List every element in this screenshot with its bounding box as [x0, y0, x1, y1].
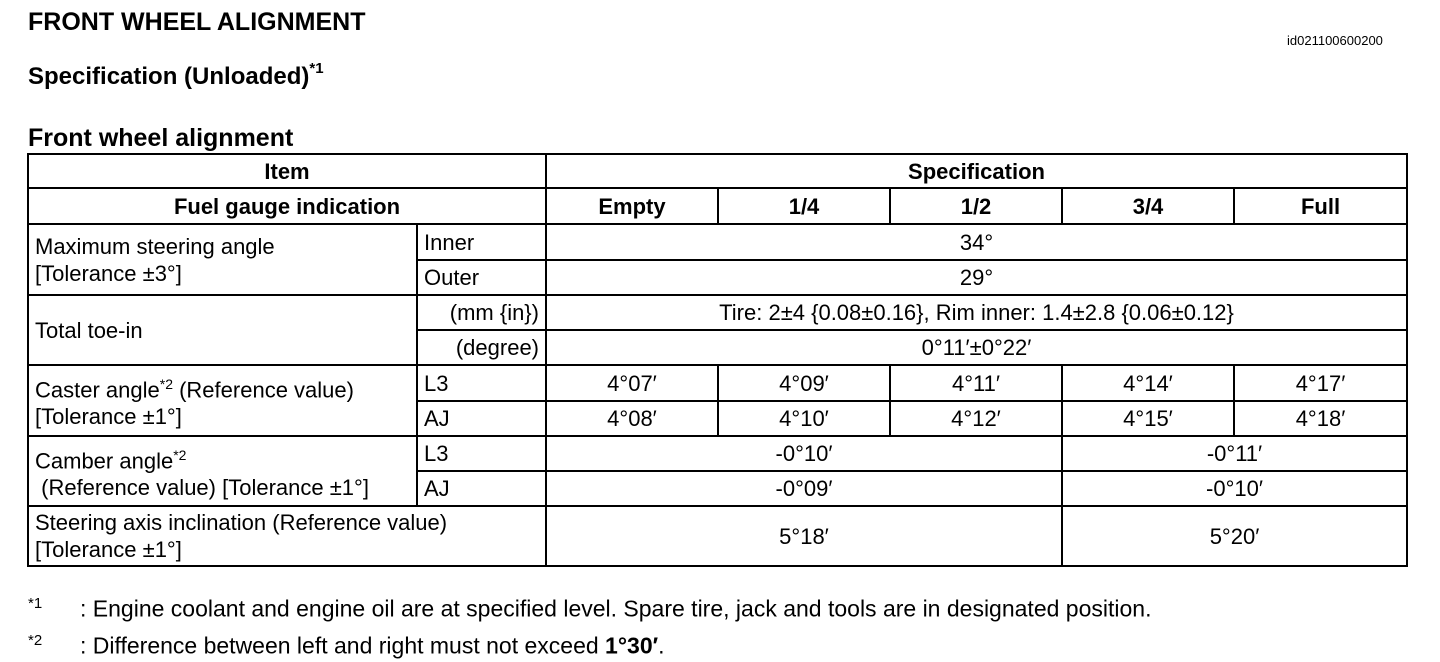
toe-degree-value: 0°11′±0°22′	[546, 330, 1407, 365]
footnotes	[28, 588, 1151, 661]
footnote-1	[28, 588, 1151, 625]
specification-heading	[28, 62, 324, 91]
alignment-table	[27, 153, 1408, 567]
caster-aj-half: 4°12′	[890, 401, 1062, 436]
sai-tolerance: [Tolerance ±1°]	[35, 537, 182, 563]
caster-l3-full: 4°17′	[1234, 365, 1407, 400]
max-steering-label	[28, 224, 417, 295]
sai-name: Steering axis inclination (Reference value)	[35, 510, 448, 536]
camber-reference-tolerance: (Reference value) [Tolerance ±1°]	[41, 474, 369, 500]
specification-heading-text: Specification (Unloaded)	[28, 63, 310, 90]
caster-l3-quarter: 4°09′	[718, 365, 890, 400]
camber-l3-high: -0°11′	[1062, 436, 1407, 471]
footnote-2	[28, 625, 1151, 662]
caster-aj-full: 4°18′	[1234, 401, 1407, 436]
sai-label	[28, 506, 546, 566]
camber-aj-low: -0°09′	[546, 471, 1062, 506]
camber-name: Camber angle	[35, 447, 174, 473]
caster-aj-empty: 4°08′	[546, 401, 718, 436]
toe-mm-label: (mm {in})	[417, 295, 546, 330]
fuel-level-three-quarter: 3/4	[1062, 188, 1234, 224]
caster-name: Caster angle	[35, 377, 160, 403]
caster-aj-label: AJ	[417, 401, 546, 436]
caster-label	[28, 365, 417, 436]
toe-in-label: Total toe-in	[28, 295, 417, 366]
camber-l3-low: -0°10′	[546, 436, 1062, 471]
caster-aj-three-quarter: 4°15′	[1062, 401, 1234, 436]
caster-tolerance: [Tolerance ±1°]	[35, 404, 182, 430]
camber-label	[28, 436, 417, 507]
outer-value: 29°	[546, 260, 1407, 295]
fuel-level-half: 1/2	[890, 188, 1062, 224]
caster-mark: *2	[159, 376, 173, 393]
fuel-level-empty: Empty	[546, 188, 718, 224]
item-header: Item	[28, 154, 546, 188]
fuel-level-quarter: 1/4	[718, 188, 890, 224]
page-title: FRONT WHEEL ALIGNMENT	[28, 8, 366, 36]
camber-aj-high: -0°10′	[1062, 471, 1407, 506]
footnote-mark-1: *1	[309, 60, 324, 77]
footnote-2-text: : Difference between left and right must not exceed	[80, 632, 606, 659]
specification-header: Specification	[546, 154, 1407, 188]
caster-l3-row	[28, 365, 1407, 400]
inner-label: Inner	[417, 224, 546, 259]
fuel-gauge-row	[28, 188, 1407, 224]
toe-mm-row	[28, 295, 1407, 330]
max-steering-inner-row	[28, 224, 1407, 259]
table-header-row	[28, 154, 1407, 188]
max-steering-name: Maximum steering angle	[35, 233, 275, 259]
sai-value-high: 5°20′	[1062, 506, 1407, 566]
footnote-2-end: .	[658, 632, 665, 659]
max-steering-tolerance: [Tolerance ±3°]	[35, 260, 182, 286]
camber-mark: *2	[173, 446, 187, 463]
toe-mm-value: Tire: 2±4 {0.08±0.16}, Rim inner: 1.4±2.8 {0.06±0.12}	[546, 295, 1407, 330]
camber-l3-label: L3	[417, 436, 546, 471]
camber-l3-row	[28, 436, 1407, 471]
sai-row	[28, 506, 1407, 566]
caster-reference: (Reference value)	[172, 377, 354, 403]
fuel-gauge-label: Fuel gauge indication	[28, 188, 546, 224]
caster-aj-quarter: 4°10′	[718, 401, 890, 436]
fuel-level-full: Full	[1234, 188, 1407, 224]
caster-l3-half: 4°11′	[890, 365, 1062, 400]
outer-label: Outer	[417, 260, 546, 295]
footnote-2-mark: *2	[28, 631, 43, 649]
toe-degree-label: (degree)	[417, 330, 546, 365]
sai-value-low: 5°18′	[546, 506, 1062, 566]
inner-value: 34°	[546, 224, 1407, 259]
caster-l3-three-quarter: 4°14′	[1062, 365, 1234, 400]
caster-l3-label: L3	[417, 365, 546, 400]
camber-aj-label: AJ	[417, 471, 546, 506]
footnote-1-text: : Engine coolant and engine oil are at specified level. Spare tire, jack and tools are in designated position.	[80, 595, 1152, 622]
table-title: Front wheel alignment	[28, 124, 294, 152]
caster-l3-empty: 4°07′	[546, 365, 718, 400]
footnote-1-mark: *1	[28, 595, 43, 612]
footnote-2-limit: 1°30′	[605, 632, 659, 659]
document-id: id021100600200	[1287, 33, 1383, 48]
